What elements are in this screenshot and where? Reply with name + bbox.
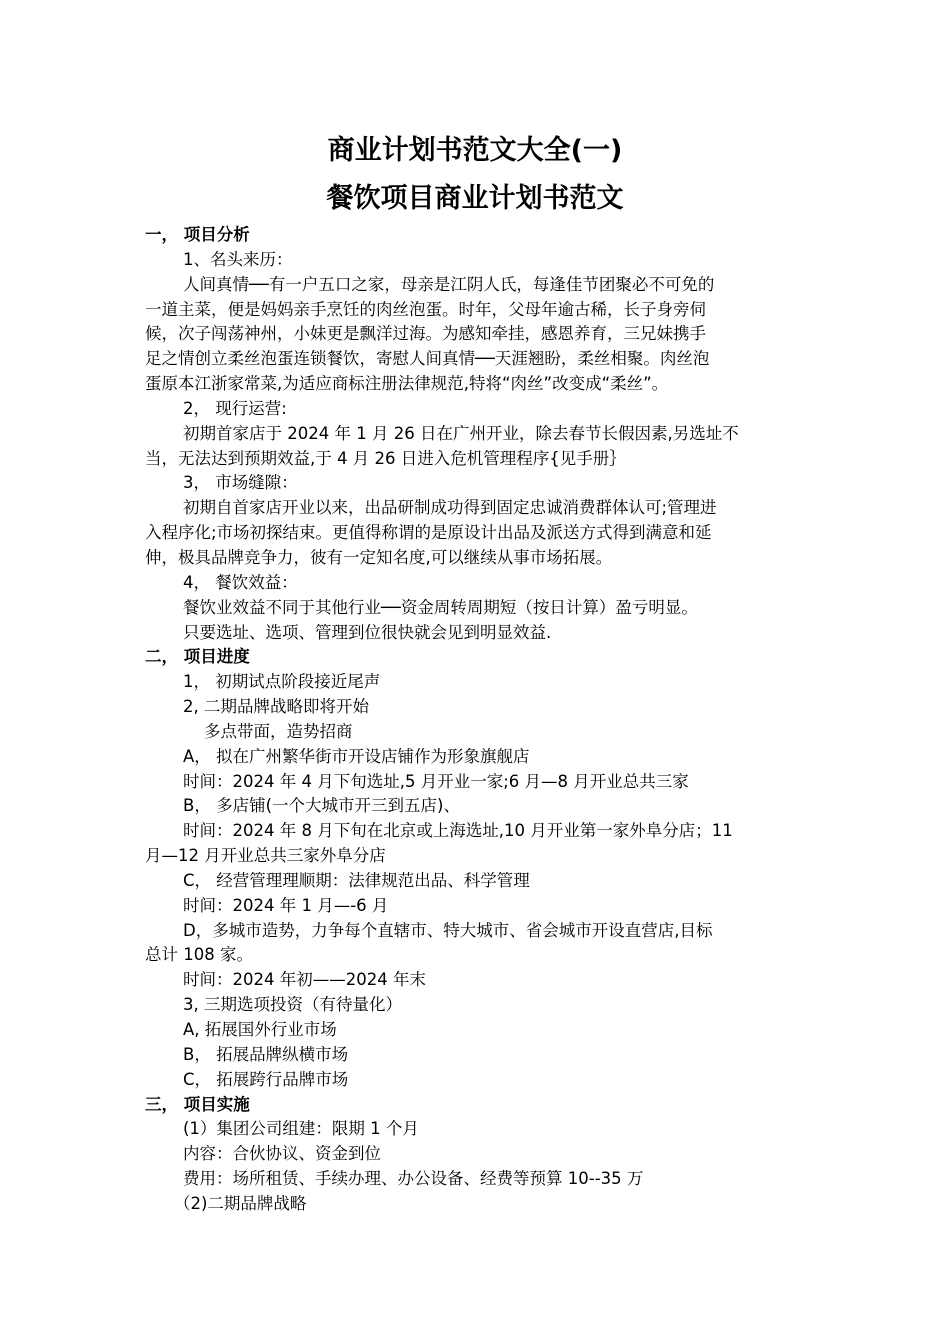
list-item: 时间：2024 年 8 月下旬在北京或上海选址,10 月开业第一家外阜分店；11 [183,821,733,841]
list-item: C， 拓展跨行品牌市场 [183,1069,349,1089]
paragraph-line: 初期自首家店开业以来，出品研制成功得到固定忠诚消费群体认可;管理进 [183,498,717,518]
list-item: （2)二期品牌战略 [174,1193,307,1213]
paragraph-line: 只要选址、选项、管理到位很快就会见到明显效益. [183,622,552,642]
list-item: 3, 三期选项投资（有待量化） [183,995,402,1015]
document-body [145,223,805,1217]
list-item: B， 多店铺(一个大城市开三到五店)、 [183,796,460,816]
subheading-operation: 2， 现行运营: [183,398,287,418]
list-item: 时间：2024 年 4 月下旬选址,5 月开业一家;6 月—8 月开业总共三家 [183,771,689,791]
paragraph-line: 当，无法达到预期效益,于 4 月 26 日进入危机管理程序{见手册｝ [145,448,626,468]
list-item: 多点带面，造势招商 [204,721,353,741]
paragraph-line: 蛋原本江浙家常菜,为适应商标注册法律规范,特将“肉丝”改变成“柔丝”。 [145,374,669,394]
paragraph-line: 足之情创立柔丝泡蛋连锁餐饮，寄慰人间真情──天涯翘盼，柔丝相聚。肉丝泡 [145,349,710,369]
list-item: 月—12 月开业总共三家外阜分店 [145,846,386,866]
list-item: 时间：2024 年 1 月—-6 月 [183,895,389,915]
subheading-market-gap: 3， 市场缝隙： [183,473,298,493]
section-heading-progress: 二， 项目进度 [145,647,250,667]
list-item: 内容：合伙协议、资金到位 [183,1144,381,1164]
subheading-name-origin: 1、名头来历： [183,249,293,269]
subheading-benefit: 4， 餐饮效益： [183,572,298,592]
list-item: A, 拓展国外行业市场 [183,1020,337,1039]
list-item: A， 拟在广州繁华街市开设店铺作为形象旗舰店 [183,746,530,766]
document-subtitle: 餐饮项目商业计划书范文 [326,183,624,214]
list-item: 时间：2024 年初——2024 年末 [183,970,426,990]
paragraph-line: 伸，极具品牌竞争力，彼有一定知名度,可以继续从事市场拓展。 [145,547,613,567]
paragraph-line: 初期首家店于 2024 年 1 月 26 日在广州开业，除去春节长假因素,另选址不 [183,423,739,443]
list-item: 1， 初期试点阶段接近尾声 [183,672,381,692]
paragraph-line: 餐饮业效益不同于其他行业──资金周转周期短（按日计算）盈亏明显。 [183,597,698,617]
list-item: C， 经营管理理顺期：法律规范出品、科学管理 [183,870,530,890]
list-item: B， 拓展品牌纵横市场 [183,1044,349,1064]
section-heading-implementation: 三， 项目实施 [145,1094,250,1114]
list-item: D，多城市造势，力争每个直辖市、特大城市、省会城市开设直营店,目标 [183,920,713,940]
paragraph-line: 入程序化;市场初探结束。更值得称谓的是原设计出品及派送方式得到满意和延 [145,523,712,543]
paragraph-line: 人间真情──有一户五口之家，母亲是江阴人氏，每逢佳节团聚必不可免的 [183,274,715,294]
list-item: 总计 108 家。 [145,945,253,965]
section-heading-analysis: 一， 项目分析 [145,225,250,244]
paragraph-line: 候，次子闯荡神州，小妹更是飘洋过海。为感知牵挂，感恩养育，三兄妹携手 [145,324,706,344]
document-title: 商业计划书范文大全(一) [327,135,623,166]
list-item: 2, 二期品牌战略即将开始 [183,697,369,717]
list-item: 费用：场所租赁、手续办理、办公设备、经费等预算 10--35 万 [183,1169,644,1189]
paragraph-line: 一道主菜，便是妈妈亲手烹饪的肉丝泡蛋。时年，父母年逾古稀，长子身旁伺 [145,299,706,319]
list-item: (1）集团公司组建：限期 1 个月 [183,1119,419,1139]
